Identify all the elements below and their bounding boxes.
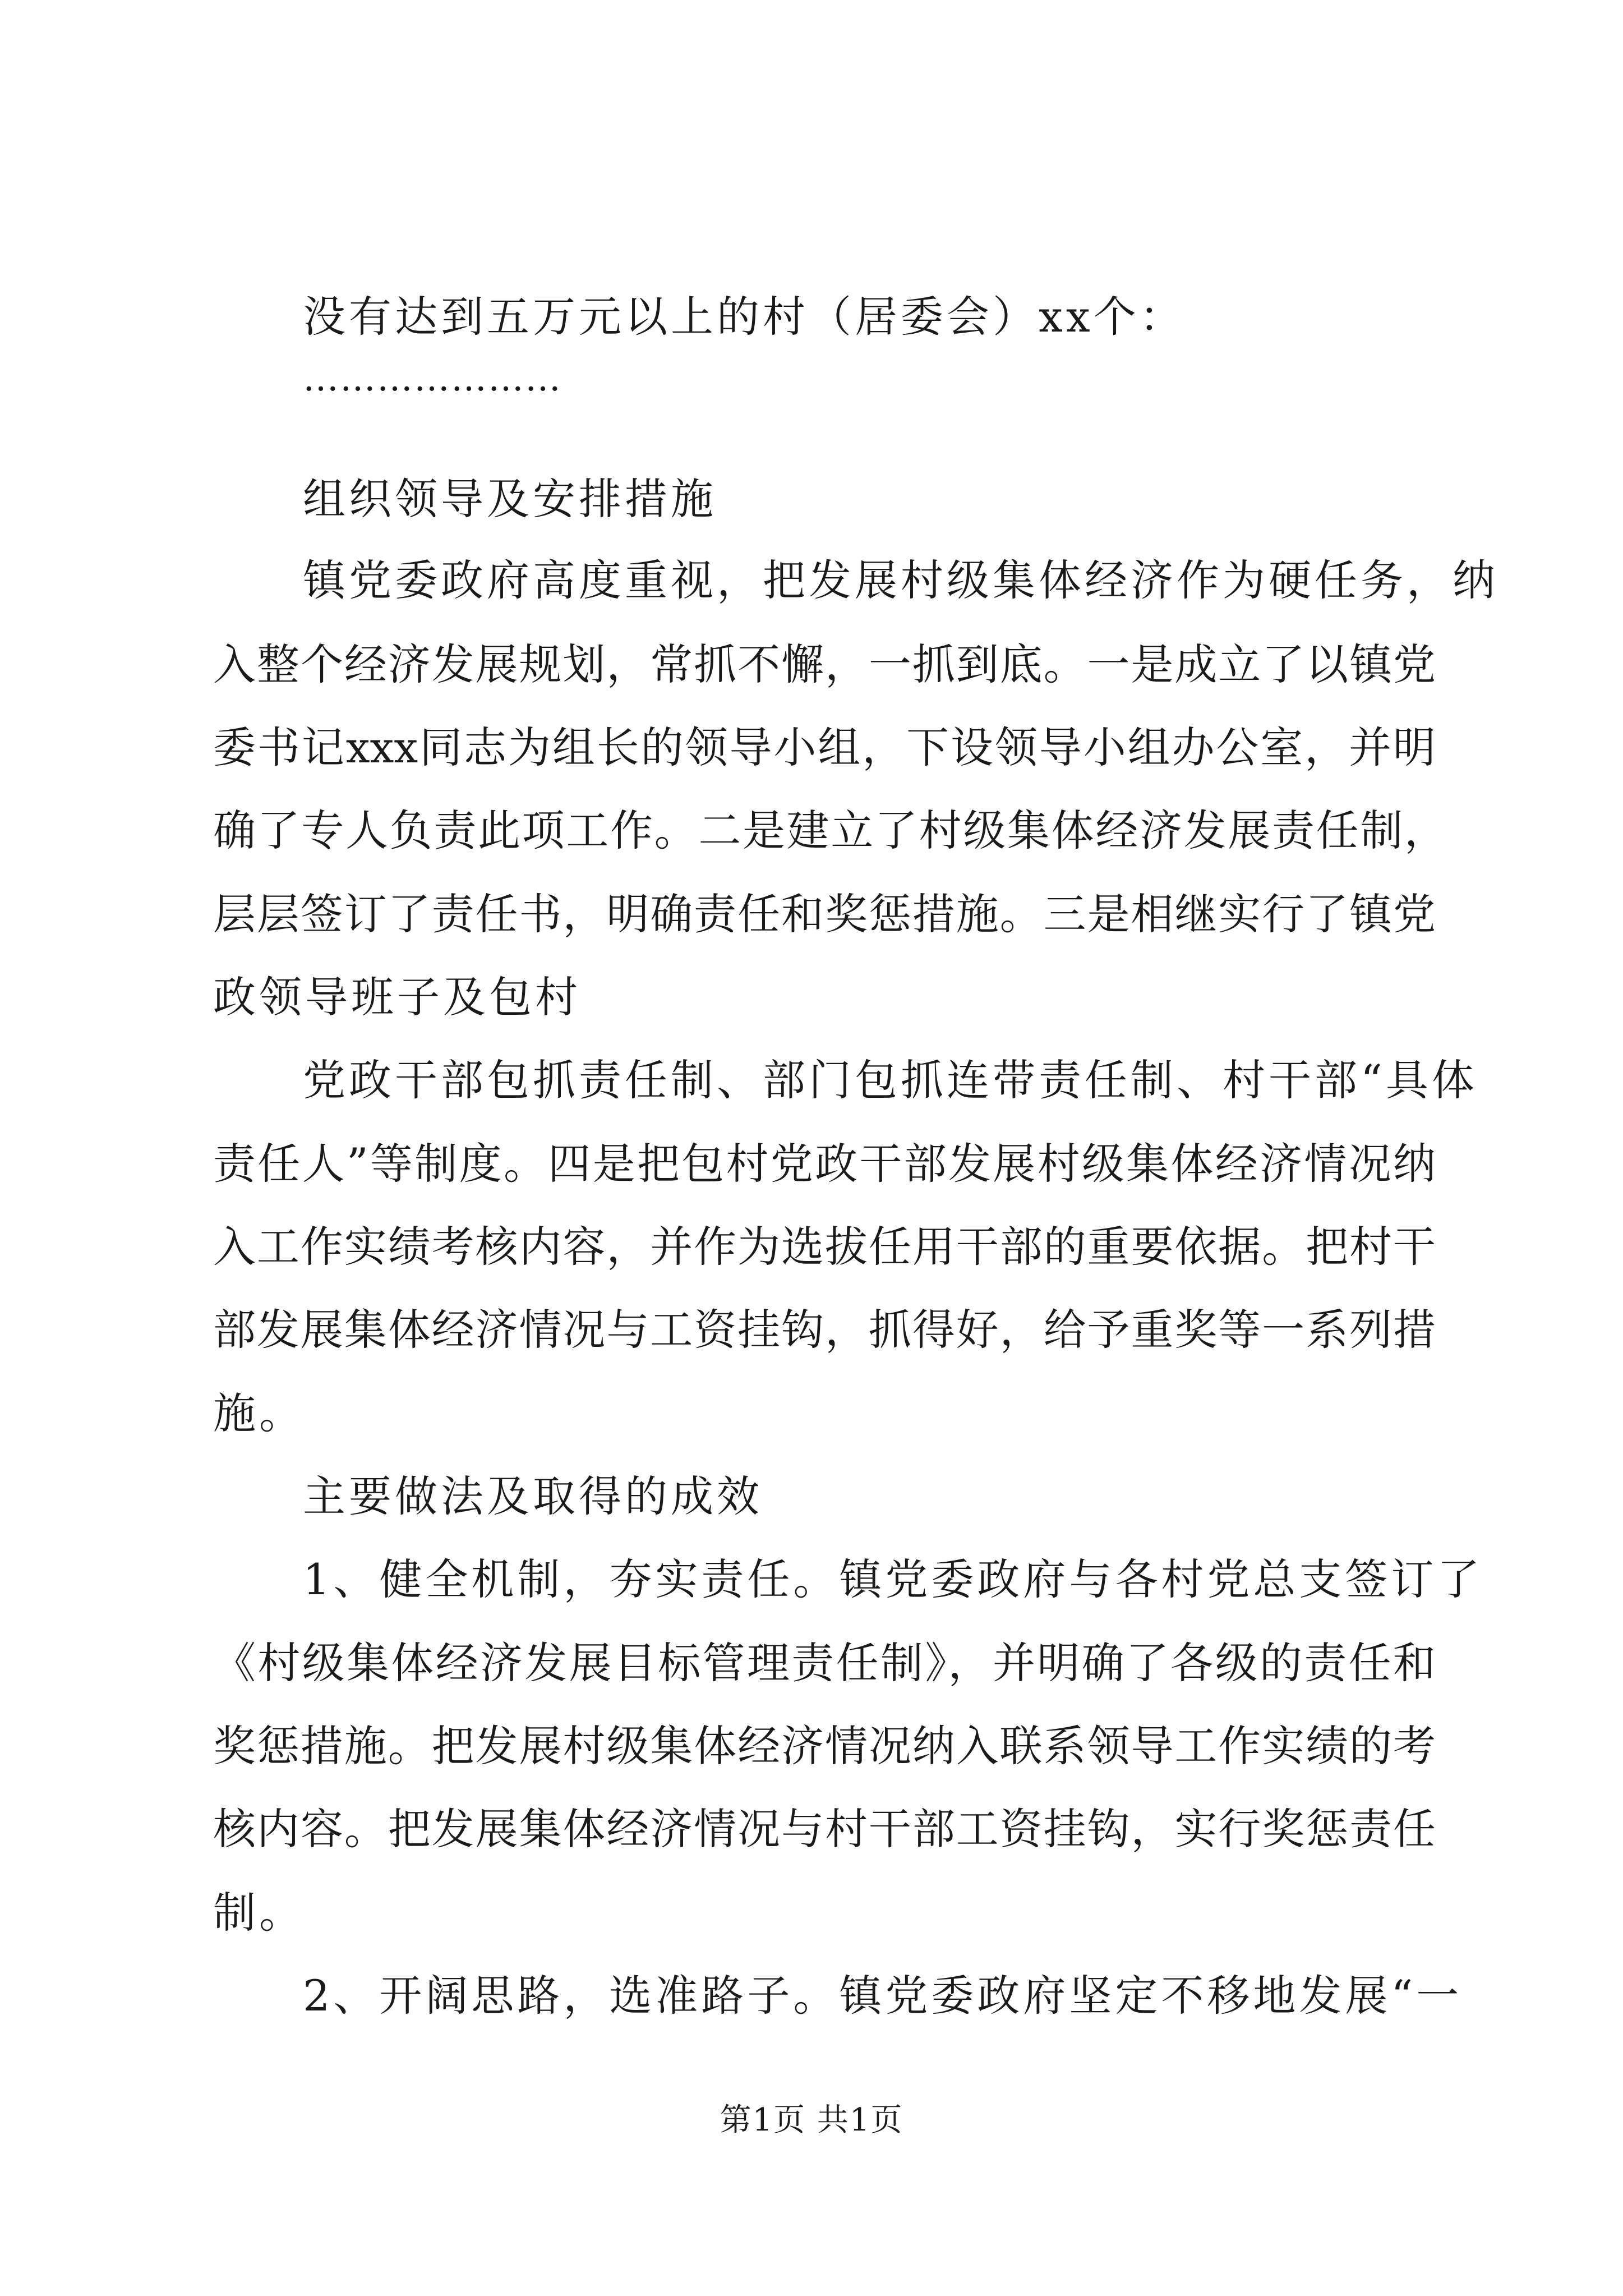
page-footer: 第1页 共1页: [720, 2102, 903, 2138]
text-line: 责任人”等制度。四是把包村党政干部发展村级集体经济情况纳: [213, 1139, 1436, 1189]
text-line: 2、开阔思路，选准路子。镇党委政府坚定不移地发展“一: [303, 1971, 1463, 2021]
section-heading: 主要做法及取得的成效: [303, 1471, 763, 1521]
text-line: 入工作实绩考核内容，并作为选拔任用干部的重要依据。把村干: [213, 1222, 1436, 1272]
text-line: 政领导班子及包村: [213, 972, 581, 1022]
text-line: 制。: [213, 1888, 305, 1938]
text-line: 层层签订了责任书，明确责任和奖惩措施。三是相继实行了镇党: [213, 889, 1436, 939]
section-heading: 组织领导及安排措施: [303, 474, 717, 524]
text-line: 部发展集体经济情况与工资挂钩，抓得好，给予重奖等一系列措: [213, 1305, 1436, 1355]
text-line: 委书记xxx同志为组长的领导小组，下设领导小组办公室，并明: [213, 723, 1436, 772]
text-line: 奖惩措施。把发展村级集体经济情况纳入联系领导工作实绩的考: [213, 1721, 1436, 1771]
text-line: 《村级集体经济发展目标管理责任制》，并明确了各级的责任和: [213, 1638, 1436, 1688]
text-line: 入整个经济发展规划，常抓不懈，一抓到底。一是成立了以镇党: [213, 639, 1436, 689]
text-line: 没有达到五万元以上的村（居委会）xx个：: [303, 292, 1186, 342]
text-line: 镇党委政府高度重视，把发展村级集体经济作为硬任务，纳: [303, 555, 1498, 605]
text-line: 施。: [213, 1388, 305, 1438]
text-line: 党政干部包抓责任制、部门包抓连带责任制、村干部“具体: [303, 1055, 1478, 1105]
text-line: 核内容。把发展集体经济情况与村干部工资挂钩，实行奖惩责任: [213, 1804, 1436, 1854]
ellipsis-line: …………………: [303, 358, 562, 399]
text-line: 确了专人负责此项工作。二是建立了村级集体经济发展责任制，: [213, 806, 1447, 855]
text-line: 1、健全机制，夯实责任。镇党委政府与各村党总支签订了: [303, 1554, 1483, 1604]
